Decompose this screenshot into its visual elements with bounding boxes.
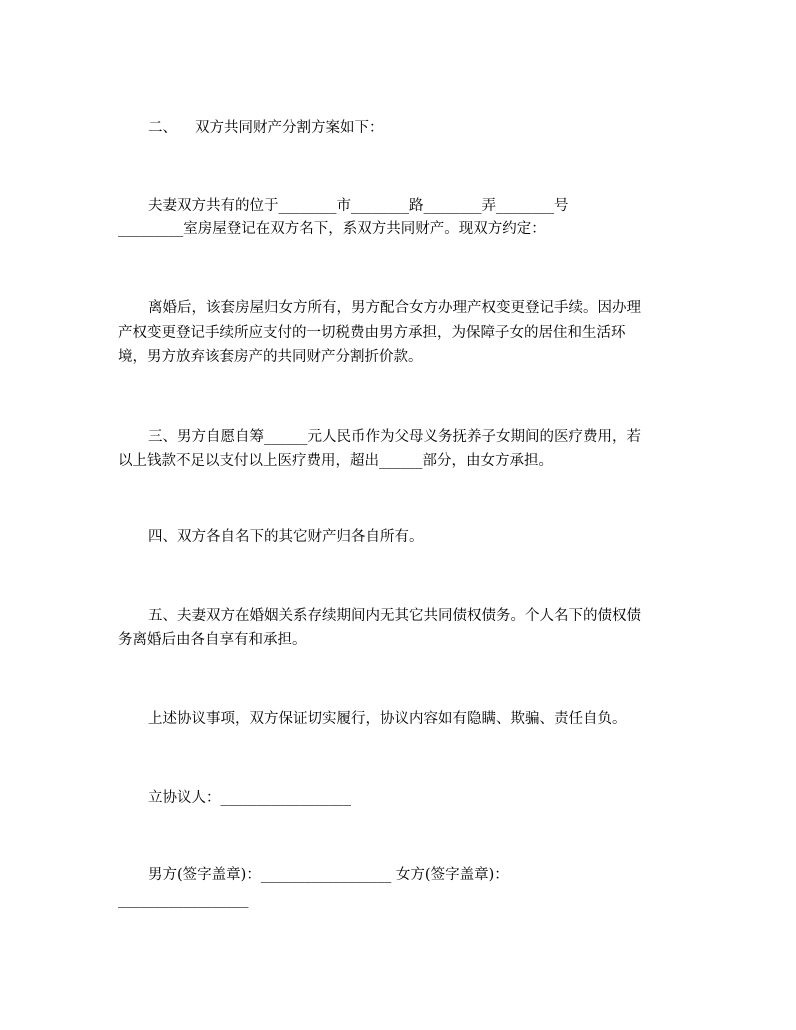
male-female-signature-line: 男方(签字盖章)：__________________ 女方(签字盖章)： xyxy=(148,867,509,883)
guarantee-paragraph: 上述协议事项，双方保证切实履行，协议内容如有隐瞒、欺骗、责任自负。 xyxy=(148,711,627,727)
agreement-party-signature-line: 立协议人：__________________ xyxy=(148,790,351,806)
house-ownership-line-2: 产权变更登记手续所应支付的一切税费由男方承担，为保障子女的居住和生活环 xyxy=(118,325,626,341)
section-2-number: 二、 xyxy=(148,120,177,136)
section-2-heading xyxy=(148,115,688,141)
house-ownership-line-3: 境，男方放弃该套房产的共同财产分割折价款。 xyxy=(118,349,423,365)
section-5-line-2: 务离婚后由各自享有和承担。 xyxy=(118,632,307,648)
section-3-line-1: 三、男方自愿自筹______元人民币作为父母义务抚养子女期间的医疗费用，若 xyxy=(148,429,641,445)
female-signature-blank: __________________ xyxy=(118,892,249,908)
section-3-line-2: 以上钱款不足以支付以上医疗费用，超出______部分，由女方承担。 xyxy=(118,453,553,469)
section-4-paragraph: 四、双方各自名下的其它财产归各自所有。 xyxy=(148,529,424,545)
section-2-title: 双方共同财产分割方案如下： xyxy=(195,120,384,136)
property-location-line-1: 夫妻双方共有的位于________市________路________弄________号 xyxy=(148,198,569,214)
property-location-line-2: _________室房屋登记在双方名下，系双方共同财产。现双方约定： xyxy=(118,221,546,237)
house-ownership-line-1: 离婚后，该套房屋归女方所有，男方配合女方办理产权变更登记手续。因办理 xyxy=(148,300,641,316)
section-5-line-1: 五、夫妻双方在婚姻关系存续期间内无其它共同债权债务。个人名下的债权债 xyxy=(148,608,641,624)
